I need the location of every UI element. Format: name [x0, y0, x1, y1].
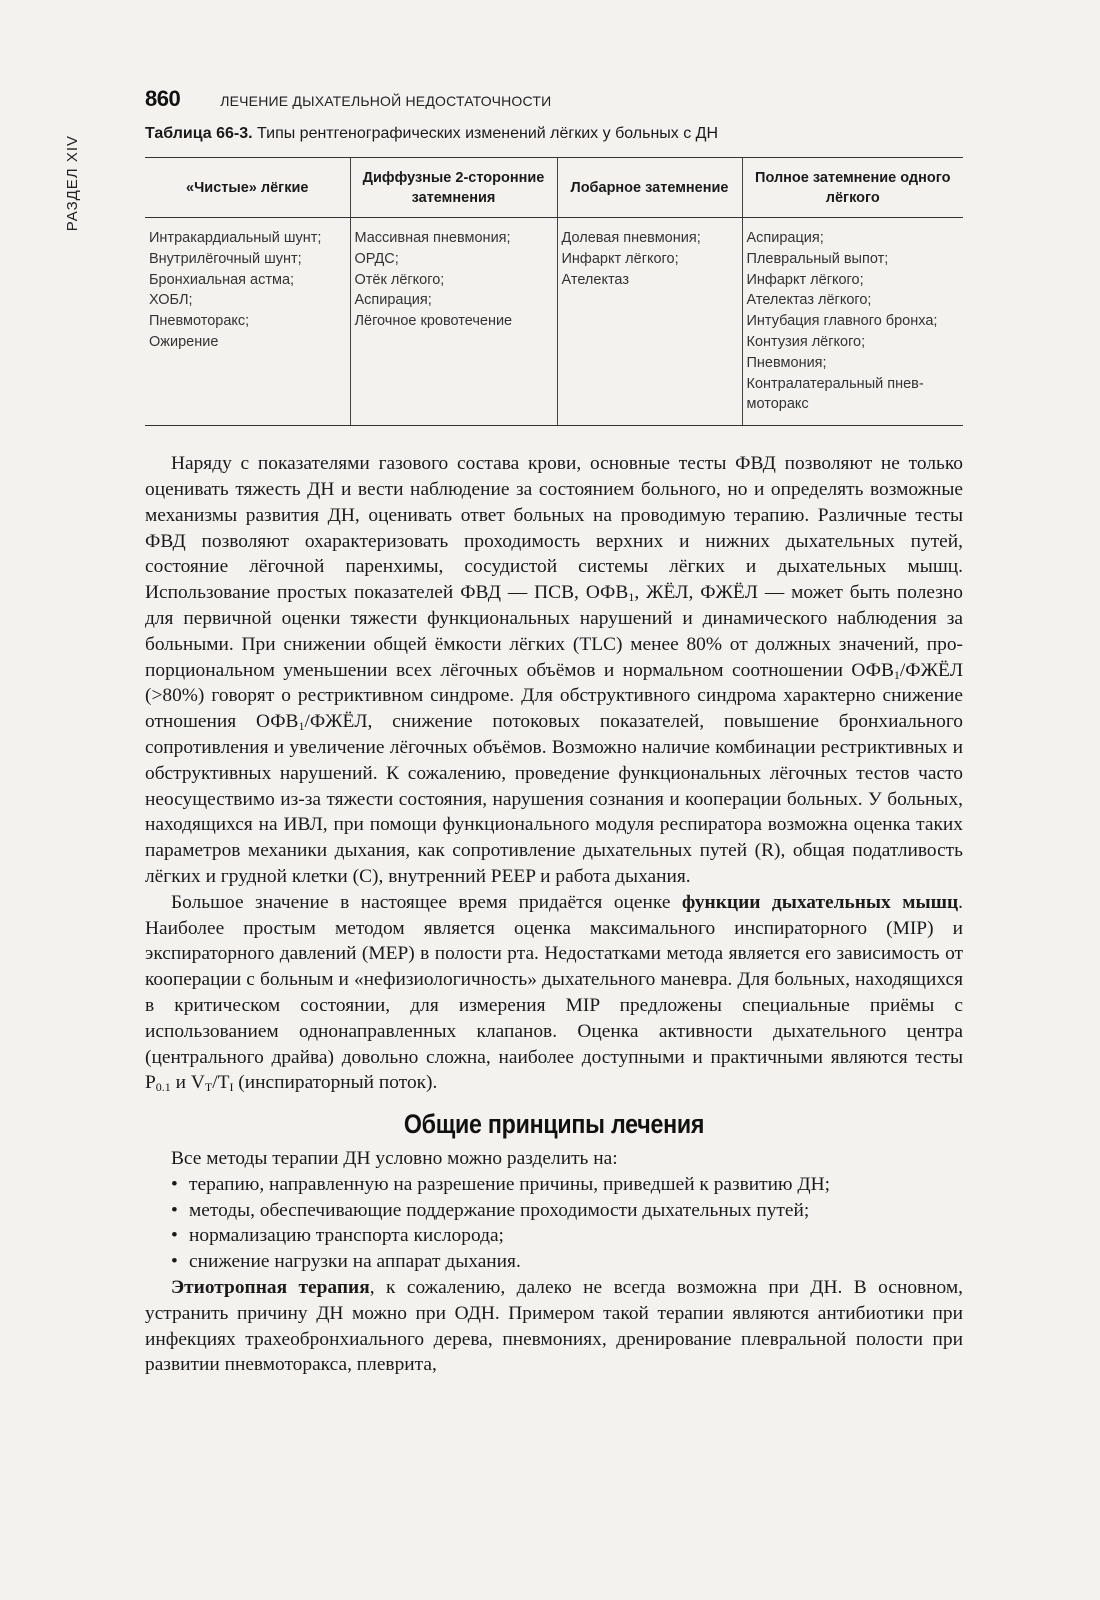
- table-cell-line: Пневмоторакс;: [149, 313, 250, 330]
- section-intro: Все методы терапии ДН условно можно разделить на:: [171, 1148, 618, 1170]
- table-header-cell: Лобарное затемнение: [557, 158, 742, 218]
- table-header-cell: «Чистые» лёгкие: [145, 158, 350, 218]
- bold-term: Этиотропная терапия: [171, 1277, 370, 1299]
- subscript: I: [229, 1080, 234, 1095]
- text-run: (инспираторный поток).: [233, 1072, 438, 1094]
- bullet-icon: •: [171, 1251, 178, 1273]
- list-item: [145, 1172, 963, 1198]
- text-run: /ФЖЁЛ (>80%) говорят о рестриктивном синдроме. Для обструктивного синдрома характерно снижение отношения ОФВ: [145, 659, 963, 733]
- table-cell: [742, 218, 963, 426]
- table-cell-line: Пневмония;: [746, 354, 827, 371]
- page-number: 860: [145, 86, 181, 111]
- table-cell-line: Инфаркт лёгкого;: [746, 271, 864, 288]
- table-cell-line: Контралатеральный пнев-: [746, 375, 924, 392]
- running-head-title: ЛЕЧЕНИЕ ДЫХАТЕЛЬНОЙ НЕДОСТАТОЧНОСТИ: [220, 93, 552, 109]
- bullet-icon: •: [171, 1173, 178, 1195]
- text-run: . Наиболее простым методом является оценка максимального инспираторного (MIP) и экспираторного давлений (MEP) в полости рта. Недостатками метода является его зависимость от кооперации с больным и «нефизиологичность» дыхательного маневра. Для больных, находящихся в критическом состоянии, для измерения MIP предложены специальные приёмы с использованием однонаправленных клапанов. Оценка активности дыхательного центра (центрального драйва) довольно сложна, наиболее доступными и практичными являются тесты P: [145, 891, 963, 1094]
- table-cell-line: моторакс: [746, 396, 809, 413]
- bullet-list: [145, 1172, 963, 1275]
- list-item: [145, 1198, 963, 1224]
- list-item: [145, 1249, 963, 1275]
- bullet-icon: •: [171, 1199, 178, 1221]
- table-cell-line: Лёгочное кровотечение: [354, 313, 513, 330]
- table-cell-line: Бронхиальная астма;: [149, 271, 295, 288]
- text-run: Наряду с показателями газового состава крови, основные тесты ФВД позволяют не только оценивать тяжесть ДН и вести наблюдение за состоянием больного, но и определять возможные механизмы развития ДН, оценивать ответ больных на проводимую терапию. Различные тесты ФВД позволяют охарактеризовать проходимость верхних и нижних дыхательных путей, состояние лёгочной паренхимы, сосудистой системы лёгких и дыхательных мышц. Использование простых показателей ФВД — ПСВ, ОФВ: [145, 453, 963, 604]
- table-cell: [350, 218, 557, 426]
- table-caption-text: Типы рентгенографических изменений лёгких у больных с ДН: [252, 125, 719, 142]
- list-item-text: методы, обеспечивающие поддержание проходимости дыхательных путей;: [189, 1199, 810, 1221]
- table-cell: [557, 218, 742, 426]
- list-item-text: снижение нагрузки на аппарат дыхания.: [189, 1251, 521, 1273]
- list-item: [145, 1223, 963, 1249]
- text-run: , к сожалению, далеко не всегда возможна при ДН. В основном, устранить причину ДН можно при ОДН. Примером такой терапии являются антибиотики при инфекциях трахеобронхиального дерева, пневмониях, дренирование плевральной полости при развитии пневмоторакса, плеврита,: [145, 1277, 963, 1376]
- subscript: 1: [298, 719, 305, 734]
- table-cell-line: Внутрилёгочный шунт;: [149, 250, 302, 267]
- text-run: Большое значение в настоящее время придаётся оценке: [171, 891, 682, 913]
- table-cell-line: Интракардиальный шунт;: [149, 230, 322, 246]
- page-content: [145, 86, 963, 1378]
- list-item-text: нормализацию транспорта кислорода;: [189, 1225, 504, 1247]
- text-run: /ФЖЁЛ, снижение потоковых показателей, повышение бронхиального сопротивления и увеличение лёгочных объёмов. Возможно наличие комбинации рестриктивных и обструктивных нарушений. К сожалению, проведение функциональных лёгочных тестов часто неосуществимо из-за тяжести состояния, нарушения сознания и кооперации больных. У больных, находящихся на ИВЛ, при помощи функционального модуля респиратора возможна оценка таких параметров механики дыхания, как сопротивление дыхательных путей (R), общая податливость лёгких и грудной клетки (C), внутренний PEEP и работа дыхания.: [145, 711, 963, 887]
- table-cell-line: ОРДС;: [354, 250, 399, 267]
- table-cell-line: Контузия лёгкого;: [746, 333, 866, 350]
- subscript: 0.1: [155, 1080, 171, 1095]
- table-cell-line: Отёк лёгкого;: [354, 271, 445, 288]
- table-cell-line: Интубация главного бронха;: [746, 313, 938, 330]
- table-row: [145, 218, 963, 426]
- body-paragraph: [145, 890, 963, 1096]
- section-heading: Общие принципы лечения: [403, 1109, 705, 1140]
- bold-term: функции дыхательных мышц: [681, 891, 959, 913]
- table-header-cell: Полное затемнение одного лёгкого: [742, 158, 963, 218]
- radiographic-changes-table: [145, 157, 963, 426]
- running-head: [145, 86, 963, 116]
- table-cell-line: Аспирация;: [746, 230, 824, 246]
- table-cell-line: Массивная пневмония;: [354, 230, 511, 246]
- table-cell-line: Аспирация;: [354, 292, 432, 309]
- table-cell-line: Ателектаз лёгкого;: [746, 292, 872, 309]
- table-cell-line: Инфаркт лёгкого;: [561, 250, 679, 267]
- text-run: /T: [212, 1072, 230, 1094]
- table-caption: [145, 125, 963, 143]
- table-header-row: [145, 158, 963, 218]
- list-item-text: терапию, направленную на разрешение причины, приведшей к развитию ДН;: [189, 1173, 830, 1195]
- subscript: T: [204, 1080, 213, 1095]
- table-cell-line: Ателектаз: [561, 271, 629, 288]
- table-cell-line: Ожирение: [149, 333, 219, 350]
- table-cell-line: Долевая пневмония;: [561, 230, 701, 246]
- table-caption-label: Таблица 66-3.: [145, 125, 253, 142]
- table-cell-line: ХОБЛ;: [149, 292, 193, 309]
- table-header-cell: Диффузные 2-сторонние затемнения: [350, 158, 557, 218]
- text-run: , ЖЁЛ, ФЖЁЛ — может быть полезно для первичной оценки тяжести функциональных нарушений и динамического наблюдения за больными. При снижении общей ёмкости лёгких (TLC) менее 80% от должных значений, пропорциональном уменьшении всех лёгочных объёмов и нормальном соотношении ОФВ: [145, 582, 963, 681]
- body-paragraph: [145, 1275, 963, 1378]
- subscript: 1: [893, 667, 900, 682]
- bullet-icon: •: [171, 1225, 178, 1247]
- body-paragraph: [145, 451, 963, 890]
- table-cell: [145, 218, 350, 426]
- section-side-label: РАЗДЕЛ XIV: [64, 135, 81, 232]
- text-run: и V: [170, 1072, 205, 1094]
- table-cell-line: Плевральный выпот;: [746, 250, 889, 267]
- subscript: 1: [628, 590, 635, 605]
